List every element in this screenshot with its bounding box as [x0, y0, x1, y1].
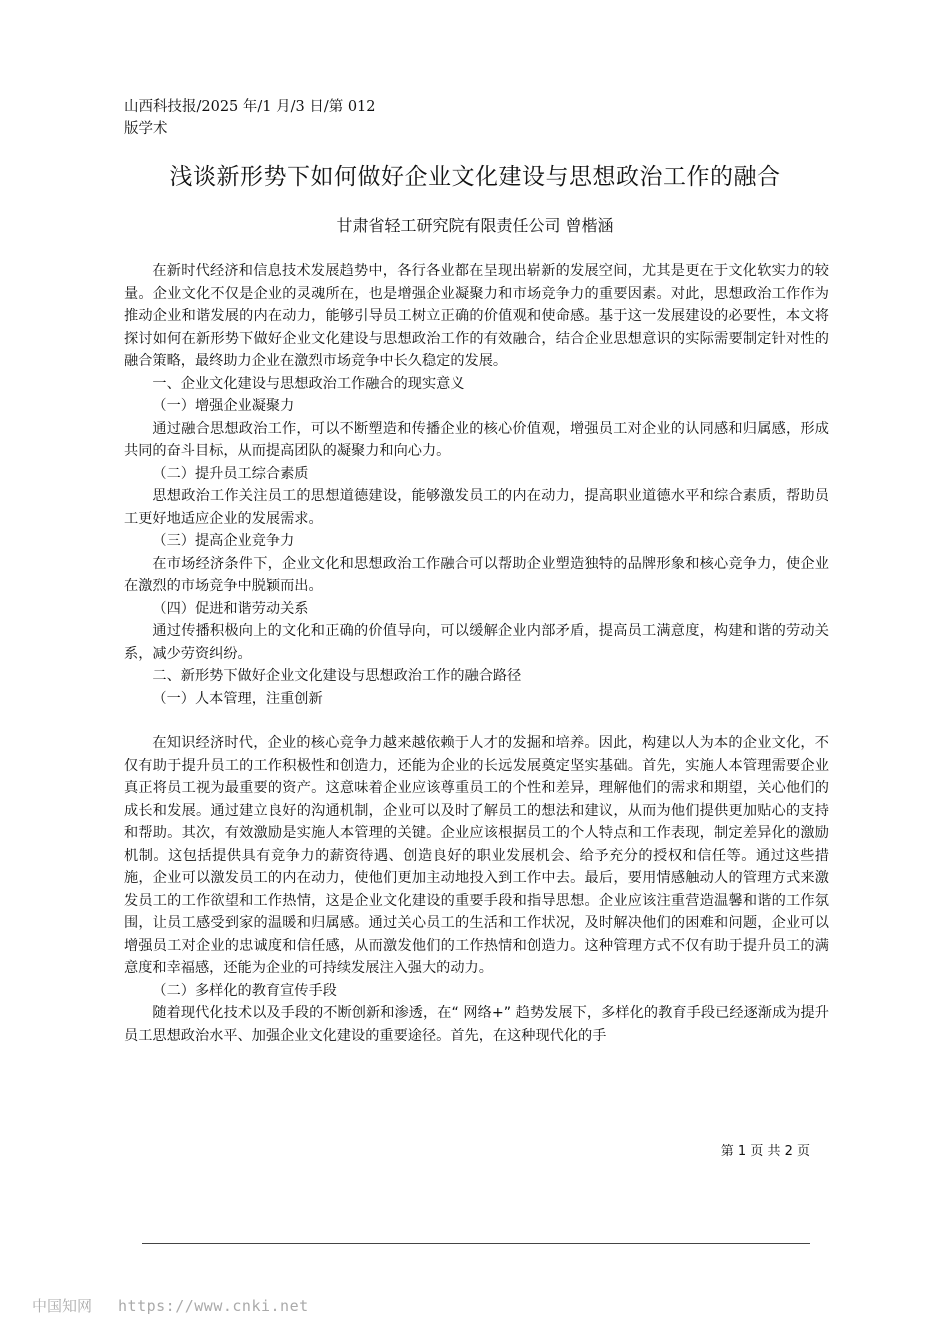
publication-source-line: 山西科技报/2025 年/1 月/3 日/第 012	[124, 99, 376, 115]
body-paragraph: 通过融合思想政治工作，可以不断塑造和传播企业的核心价值观，增强员工对企业的认同感和归属感，形成共同的奋斗目标，从而提高团队的凝聚力和向心力。	[124, 420, 829, 459]
publication-source	[124, 96, 424, 140]
watermark-url: https://www.cnki.net	[118, 1297, 309, 1315]
subsection-heading: （二）多样化的教育宣传手段	[152, 982, 337, 999]
footer-divider	[142, 1243, 810, 1244]
body-paragraph: 思想政治工作关注员工的思想道德建设，能够激发员工的内在动力，提高职业道德水平和综合素质，帮助员工更好地适应企业的发展需求。	[124, 488, 829, 527]
body-paragraph: 在知识经济时代，企业的核心竞争力越来越依赖于人才的发掘和培养。因此，构建以人为本的企业文化，不仅有助于提升员工的工作积极性和创造力，还能为企业的长远发展奠定坚实基础。首先，实施人本管理需要企业真正将员工视为最重要的资产。这意味着企业应该尊重员工的个性和差异，理解他们的需求和期望，关心他们的成长和发展。通过建立良好的沟通机制，企业可以及时了解员工的想法和建议，从而为他们提供更加贴心的支持和帮助。其次，有效激励是实施人本管理的关键。企业应该根据员工的个人特点和工作表现，制定差异化的激励机制。这包括提供具有竞争力的薪资待遇、创造良好的职业发展机会、给予充分的授权和信任等。通过这些措施，企业可以激发员工的内在动力，使他们更加主动地投入到工作中去。最后，要用情感触动人的管理方式来激发员工的工作欲望和工作热情，这是企业文化建设的重要手段和指导思想。企业应该注重营造温馨和谐的工作氛围，让员工感受到家的温暖和归属感。通过关心员工的生活和工作状况，及时解决他们的困难和问题，企业可以增强员工对企业的忠诚度和信任感，从而激发他们的工作热情和创造力。这种管理方式不仅有助于提升员工的满意度和幸福感，还能为企业的可持续发展注入强大的动力。	[124, 735, 829, 976]
article-author: 甘肃省轻工研究院有限责任公司 曾楷涵	[336, 216, 614, 235]
section-heading: 二、新形势下做好企业文化建设与思想政治工作的融合路径	[152, 668, 522, 684]
body-paragraph: 随着现代化技术以及手段的不断创新和渗透，在“ 网络+” 趋势发展下，多样化的教育手段已经逐渐成为提升员工思想政治水平、加强企业文化建设的重要途径。首先，在这种现代化的手	[124, 1005, 829, 1044]
article-title: 浅谈新形势下如何做好企业文化建设与思想政治工作的融合	[169, 164, 781, 190]
subsection-heading: （一）人本管理，注重创新	[152, 690, 323, 707]
watermark-brand: 中国知网	[32, 1297, 93, 1315]
publication-source-line: 版学术	[124, 121, 168, 137]
subsection-heading: （四）促进和谐劳动关系	[152, 600, 309, 617]
subsection-heading: （三）提高企业竞争力	[152, 533, 295, 549]
page-indicator: 第 1 页 共 2 页	[720, 1144, 810, 1159]
section-heading: 一、企业文化建设与思想政治工作融合的现实意义	[152, 375, 465, 392]
cnki-watermark	[32, 1294, 309, 1318]
subsection-heading: （二）提升员工综合素质	[152, 465, 309, 482]
article-body	[124, 260, 829, 1047]
subsection-heading: （一）增强企业凝聚力	[152, 398, 295, 414]
intro-paragraph: 在新时代经济和信息技术发展趋势中，各行各业都在呈现出崭新的发展空间，尤其是更在于文化软实力的较量。企业文化不仅是企业的灵魂所在，也是增强企业凝聚力和市场竞争力的重要因素。对此，思想政治工作作为推动企业和谐发展的内在动力，能够引导员工树立正确的价值观和使命感。基于这一发展建设的必要性，本文将探讨如何在新形势下做好企业文化建设与思想政治工作的有效融合，结合企业思想意识的实际需要制定针对性的融合策略，最终助力企业在激烈市场竞争中长久稳定的发展。	[124, 263, 829, 369]
body-paragraph: 通过传播积极向上的文化和正确的价值导向，可以缓解企业内部矛盾，提高员工满意度，构建和谐的劳动关系，减少劳资纠纷。	[124, 623, 829, 662]
body-paragraph: 在市场经济条件下，企业文化和思想政治工作融合可以帮助企业塑造独特的品牌形象和核心竞争力，使企业在激烈的市场竞争中脱颖而出。	[124, 555, 829, 594]
